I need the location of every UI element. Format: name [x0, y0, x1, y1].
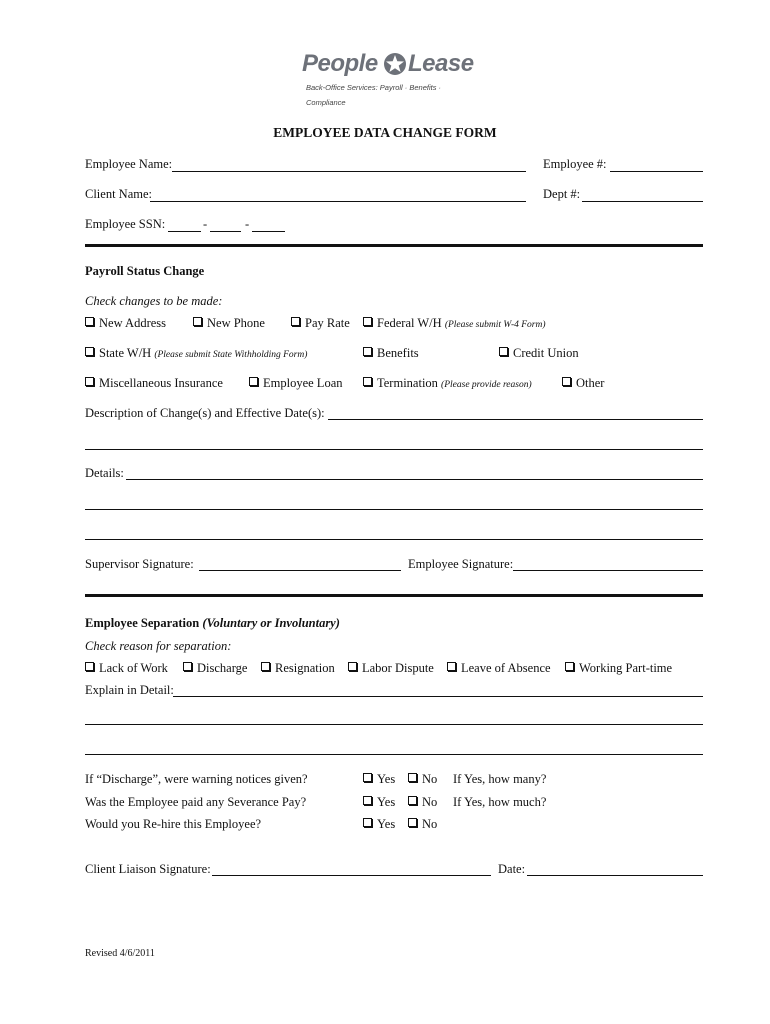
explain-field-line-3[interactable]: [85, 754, 703, 755]
separation-instruction: Check reason for separation:: [85, 639, 232, 653]
checkbox[interactable]: [565, 662, 574, 671]
details-field-line-2[interactable]: [85, 509, 703, 510]
supervisor-signature-label: Supervisor Signature:: [85, 557, 194, 571]
option-new-phone[interactable]: New Phone: [193, 316, 265, 331]
option-federal-wh[interactable]: Federal W/H (Please submit W-4 Form): [363, 316, 546, 331]
option-working-part-time[interactable]: Working Part-time: [565, 661, 672, 676]
employee-number-field[interactable]: [610, 171, 703, 172]
checkbox[interactable]: [348, 662, 357, 671]
warning-no-option[interactable]: No: [408, 772, 437, 787]
ssn-dash-2: -: [245, 217, 250, 231]
option-misc-insurance[interactable]: Miscellaneous Insurance: [85, 376, 223, 391]
option-other[interactable]: Other: [562, 376, 604, 391]
checkbox[interactable]: [261, 662, 270, 671]
severance-no-option[interactable]: No: [408, 795, 437, 810]
checkbox[interactable]: [363, 377, 372, 386]
employee-signature-label: Employee Signature:: [408, 557, 514, 571]
logo-tagline: Back-Office Services: Payroll · Benefits · Compliance: [306, 83, 442, 107]
checkbox[interactable]: [499, 347, 508, 356]
employee-name-field[interactable]: [172, 171, 526, 172]
option-labor-dispute[interactable]: Labor Dispute: [348, 661, 434, 676]
option-pay-rate[interactable]: Pay Rate: [291, 316, 350, 331]
separation-heading-text: Employee Separation: [85, 616, 200, 630]
dept-number-field[interactable]: [582, 201, 703, 202]
checkbox[interactable]: [85, 662, 94, 671]
client-name-field[interactable]: [150, 201, 526, 202]
logo-word-lease: Lease: [408, 50, 474, 77]
separation-heading-note: (Voluntary or Involuntary): [202, 616, 340, 630]
severance-yes-option[interactable]: Yes: [363, 795, 395, 810]
question-warning-notices: If “Discharge”, were warning notices given?: [85, 772, 308, 786]
option-benefits[interactable]: Benefits: [363, 346, 419, 361]
description-label: Description of Change(s) and Effective Date(s):: [85, 406, 325, 420]
explain-field[interactable]: [173, 696, 703, 697]
rehire-yes-option[interactable]: Yes: [363, 817, 395, 832]
checkbox[interactable]: [363, 818, 372, 827]
checkbox[interactable]: [363, 347, 372, 356]
ssn-dash-1: -: [203, 217, 208, 231]
form-title: EMPLOYEE DATA CHANGE FORM: [273, 125, 497, 140]
date-label: Date:: [498, 862, 526, 876]
option-discharge[interactable]: Discharge: [183, 661, 247, 676]
checkbox[interactable]: [183, 662, 192, 671]
liaison-signature-field[interactable]: [212, 875, 491, 876]
separation-section-heading: [85, 616, 340, 631]
option-termination[interactable]: Termination (Please provide reason): [363, 376, 532, 391]
description-field[interactable]: [328, 419, 703, 420]
details-field[interactable]: [126, 479, 703, 480]
section-divider-2: [85, 594, 703, 597]
ssn-part1-field[interactable]: [168, 231, 201, 232]
checkbox[interactable]: [408, 818, 417, 827]
description-field-line-2[interactable]: [85, 449, 703, 450]
details-field-line-3[interactable]: [85, 539, 703, 540]
checkbox[interactable]: [363, 773, 372, 782]
employee-signature-field[interactable]: [513, 570, 703, 571]
logo-word-people: People: [302, 50, 378, 77]
option-credit-union[interactable]: Credit Union: [499, 346, 579, 361]
checkbox[interactable]: [562, 377, 571, 386]
option-employee-loan[interactable]: Employee Loan: [249, 376, 343, 391]
rehire-no-option[interactable]: No: [408, 817, 437, 832]
employee-number-label: Employee #:: [543, 157, 607, 171]
checkbox[interactable]: [291, 317, 300, 326]
ssn-part2-field[interactable]: [210, 231, 241, 232]
warning-yes-option[interactable]: Yes: [363, 772, 395, 787]
state-wh-note: (Please submit State Withholding Form): [154, 350, 308, 360]
question-severance-pay: Was the Employee paid any Severance Pay?: [85, 795, 307, 809]
checkbox[interactable]: [85, 347, 94, 356]
checkbox[interactable]: [363, 317, 372, 326]
ssn-part3-field[interactable]: [252, 231, 285, 232]
star-icon: [383, 52, 407, 76]
explain-field-line-2[interactable]: [85, 724, 703, 725]
checkbox[interactable]: [85, 317, 94, 326]
explain-label: Explain in Detail:: [85, 683, 174, 697]
details-label: Details:: [85, 466, 124, 480]
dept-number-label: Dept #:: [543, 187, 581, 201]
employee-ssn-label: Employee SSN:: [85, 217, 166, 231]
section-divider-1: [85, 244, 703, 247]
option-lack-of-work[interactable]: Lack of Work: [85, 661, 168, 676]
option-leave-of-absence[interactable]: Leave of Absence: [447, 661, 551, 676]
checkbox[interactable]: [363, 796, 372, 805]
employee-name-label: Employee Name:: [85, 157, 173, 171]
option-state-wh[interactable]: State W/H (Please submit State Withholding Form): [85, 346, 307, 361]
federal-wh-note: (Please submit W-4 Form): [444, 320, 546, 330]
checkbox[interactable]: [447, 662, 456, 671]
checkbox[interactable]: [249, 377, 258, 386]
question-rehire: Would you Re-hire this Employee?: [85, 817, 262, 831]
revision-date: Revised 4/6/2011: [85, 948, 155, 959]
warning-followup: If Yes, how many?: [453, 772, 547, 786]
date-field[interactable]: [527, 875, 703, 876]
checkbox[interactable]: [408, 796, 417, 805]
option-new-address[interactable]: New Address: [85, 316, 166, 331]
company-logo: [302, 50, 482, 107]
termination-note: (Please provide reason): [441, 380, 532, 390]
supervisor-signature-field[interactable]: [199, 570, 401, 571]
payroll-section-heading: Payroll Status Change: [85, 264, 205, 278]
option-resignation[interactable]: Resignation: [261, 661, 335, 676]
checkbox[interactable]: [85, 377, 94, 386]
client-name-label: Client Name:: [85, 187, 152, 201]
severance-followup: If Yes, how much?: [453, 795, 547, 809]
checkbox[interactable]: [408, 773, 417, 782]
checkbox[interactable]: [193, 317, 202, 326]
liaison-signature-label: Client Liaison Signature:: [85, 862, 211, 876]
payroll-instruction: Check changes to be made:: [85, 294, 223, 308]
